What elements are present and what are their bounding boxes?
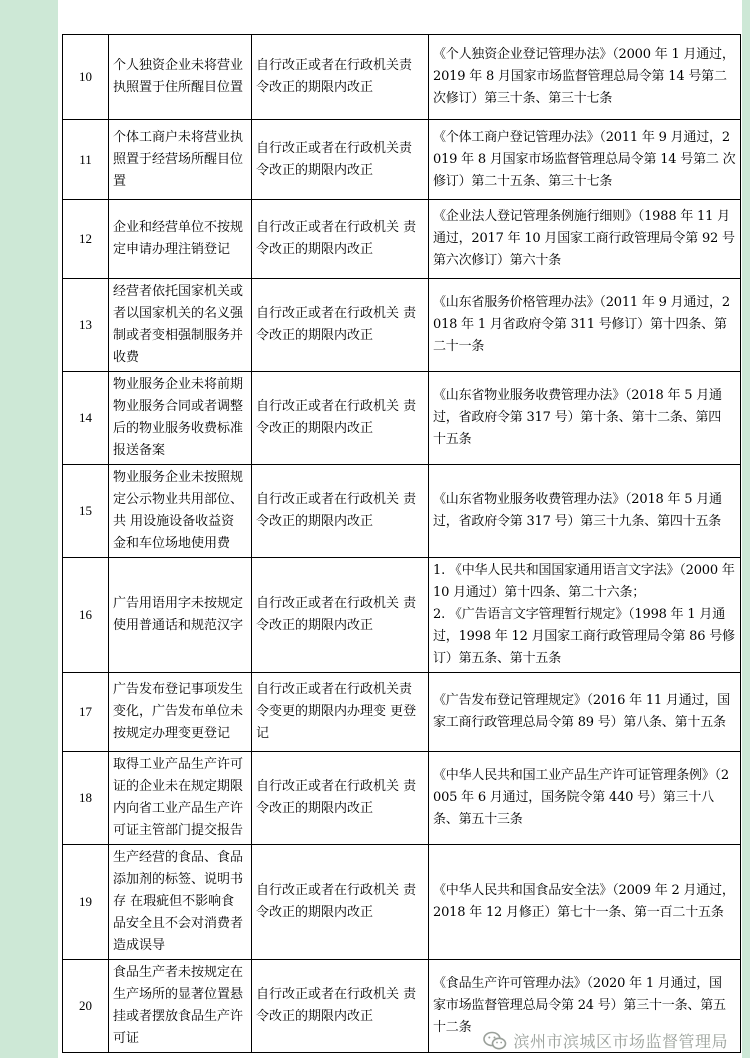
table-row (63, 558, 741, 673)
legal-basis-line: 1. 《中华人民共和国国家通用语言文字法》（2000 年 10 月通过）第十四条、第二十六条； (433, 563, 735, 600)
violations-table (62, 34, 741, 1053)
legal-basis-cell (429, 558, 741, 673)
legal-basis-cell (429, 35, 741, 120)
table-row (63, 465, 741, 558)
row-number: 17 (63, 673, 109, 752)
legal-basis-cell (429, 465, 741, 558)
violation-cell: 食品生产者未按规定在生产场所的显著位置悬挂或者摆放食品生产许可证 (109, 960, 252, 1053)
correction-cell: 自行改正或者在行政机关责令改正的期限内改正 (252, 120, 429, 200)
violation-cell: 企业和经营单位不按规定申请办理注销登记 (109, 200, 252, 279)
row-number: 18 (63, 752, 109, 845)
legal-basis-cell (429, 279, 741, 372)
row-number: 16 (63, 558, 109, 673)
correction-cell: 自行改正或者在行政机关 责令改正的期限内改正 (252, 752, 429, 845)
correction-cell: 自行改正或者在行政机关 责令改正的期限内改正 (252, 558, 429, 673)
violation-cell: 个体工商户未将营业执照置于经营场所醒目位置 (109, 120, 252, 200)
table-row (63, 845, 741, 960)
correction-cell: 自行改正或者在行政机关责令变更的期限内办理变 更登记 (252, 673, 429, 752)
violation-cell: 取得工业产品生产许可证的企业未在规定期限内向省工业产品生产许可证主管部门提交报告 (109, 752, 252, 845)
table-row (63, 200, 741, 279)
legal-basis-cell (429, 372, 741, 465)
correction-cell: 自行改正或者在行政机关责令改正的期限内改正 (252, 35, 429, 120)
violation-cell: 物业服务企业未将前期物业服务合同或者调整后的物业服务收费标准报送备案 (109, 372, 252, 465)
table-row (63, 279, 741, 372)
legal-basis-cell (429, 120, 741, 200)
legal-basis-cell (429, 845, 741, 960)
violation-cell: 经营者依托国家机关或者以国家机关的名义强制或者变相强制服务并收费 (109, 279, 252, 372)
row-number: 11 (63, 120, 109, 200)
violation-cell: 个人独资企业未将营业执照置于住所醒目位置 (109, 35, 252, 120)
legal-basis-line: 《山东省服务价格管理办法》（2011 年 9 月通过，2018 年 1 月省政府令第 311 号修订）第十四条、第 二十一条 (433, 295, 730, 354)
correction-cell: 自行改正或者在行政机关 责令改正的期限内改正 (252, 279, 429, 372)
table-row (63, 673, 741, 752)
watermark-text: 滨州市滨城区市场监督管理局 (513, 1032, 728, 1051)
correction-cell: 自行改正或者在行政机关 责令改正的期限内改正 (252, 845, 429, 960)
table-row (63, 372, 741, 465)
table-row (63, 35, 741, 120)
legal-basis-line: 《个体工商户登记管理办法》（2011 年 9 月通过，2019 年 8 月国家市场监督管理总局令第 14 号第二 次修订）第二十五条、第三十七条 (433, 129, 736, 189)
violation-cell: 生产经营的食品、食品添加剂的标签、说明书存 在瑕疵但不影响食品安全且不会对消费者造成误导 (109, 845, 252, 960)
row-number: 14 (63, 372, 109, 465)
legal-basis-line: 《广告发布登记管理规定》（2016 年 11 月通过，国家工商行政管理总局令第 89 号）第八条、第十五条 (433, 693, 730, 730)
row-number: 19 (63, 845, 109, 960)
correction-cell: 自行改正或者在行政机关 责令改正的期限内改正 (252, 372, 429, 465)
legal-basis-line: 《中华人民共和国工业产品生产许可证管理条例》（2005 年 6 月通过，国务院令第 440 号）第三十八 条、第五十三条 (433, 768, 729, 827)
legal-basis-cell (429, 673, 741, 752)
legal-basis-line: 《山东省物业服务收费管理办法》（2018 年 5 月通 过，省政府令第 317 号）第十条、第十二条、第四 十五条 (433, 388, 722, 447)
legal-basis-line: 2. 《广告语言文字管理暂行规定》（1998 年 1 月通 过，1998 年 12 月国家工商行政管理局令第 86 号修 订）第五条、第十五条 (433, 607, 735, 666)
legal-basis-line: 《山东省物业服务收费管理办法》（2018 年 5 月通 过，省政府令第 317 号）第三十九条、第四十五条 (433, 492, 722, 529)
row-number: 20 (63, 960, 109, 1053)
table-row (63, 752, 741, 845)
correction-cell: 自行改正或者在行政机关 责令改正的期限内改正 (252, 465, 429, 558)
violation-cell: 广告发布登记事项发生变化，广告发布单位未按规定办理变更登记 (109, 673, 252, 752)
table-body (63, 35, 741, 1053)
legal-basis-line: 《个人独资企业登记管理办法》（2000 年 1 月通过，2019 年 8 月国家市场监督管理总局令第 14 号第二 次修订）第三十条、第三十七条 (433, 47, 735, 106)
row-number: 13 (63, 279, 109, 372)
legal-basis-line: 《中华人民共和国食品安全法》（2009 年 2 月通过，2018 年 12 月修正）第七十一条、第一百二十五条 (433, 883, 735, 920)
legal-basis-cell (429, 200, 741, 279)
violation-cell: 广告用语用字未按规定使用普通话和规范汉字 (109, 558, 252, 673)
table-row (63, 120, 741, 200)
document-page (58, 0, 742, 1058)
legal-basis-line: 《企业法人登记管理条例施行细则》（1988 年 11 月 通过，2017 年 10 月国家工商行政管理局令第 92 号 第六次修订）第六十条 (433, 209, 735, 268)
watermark (483, 1029, 728, 1052)
legal-basis-line: 《食品生产许可管理办法》（2020 年 1 月通过，国 家市场监督管理总局令第 24 号）第三十一条、第五 十二条 (433, 976, 726, 1035)
legal-basis-cell (429, 752, 741, 845)
correction-cell: 自行改正或者在行政机关 责令改正的期限内改正 (252, 960, 429, 1053)
violation-cell: 物业服务企业未按照规定公示物业共用部位、共 用设施设备收益资金和车位场地使用费 (109, 465, 252, 558)
row-number: 12 (63, 200, 109, 279)
wechat-icon (483, 1031, 507, 1051)
correction-cell: 自行改正或者在行政机关 责令改正的期限内改正 (252, 200, 429, 279)
row-number: 15 (63, 465, 109, 558)
row-number: 10 (63, 35, 109, 120)
